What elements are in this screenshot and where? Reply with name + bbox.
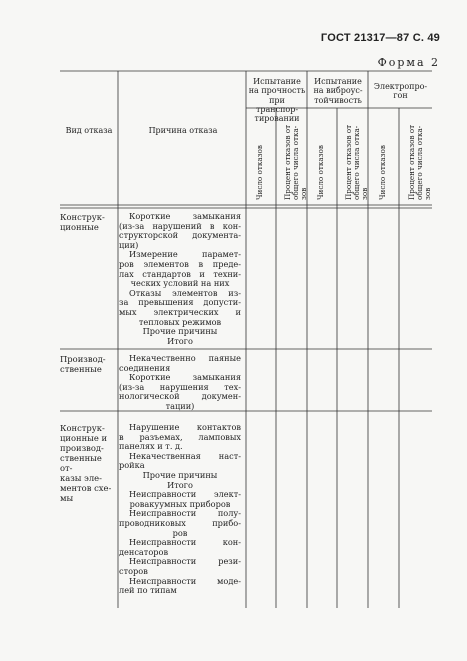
total-design: Итого [167, 335, 193, 346]
kind-production: Производ- ственные [60, 354, 106, 374]
group-burnin-header: Электропро- гон [373, 82, 428, 101]
form-label: Форма 2 [377, 56, 440, 69]
causes-design-production [119, 423, 241, 596]
cause-resistors: Неисправности рези- сторов [119, 556, 241, 576]
group-transport-header: Испытание на прочность при транспор- тировании [248, 77, 306, 124]
kind-design: Конструк- ционные [60, 212, 105, 232]
vibration-percent-header: Процент отказов от общего числа отка- зов [344, 124, 369, 200]
group-vibration-header: Испытание на виброус- тойчивость [313, 77, 363, 105]
causes-production [119, 354, 241, 412]
burnin-count-header: Число отказов [378, 145, 387, 200]
transport-count-header: Число отказов [255, 145, 264, 200]
cause-bad-adjustment: Некачественная наст- ройка [119, 450, 241, 471]
cause-contact-failure: Нарушение контактов в разъемах, ламповых панелях и т. д. [119, 422, 241, 452]
cause-vacuum-devices: Неисправности элект- ровакуумных приборов [129, 489, 241, 509]
cause-other-design: Прочие причины [142, 326, 218, 337]
cause-overload-failures: Отказы элементов из- за превышения допусти- мых электрических и тепловых режимов [119, 287, 241, 327]
total-mixed: Итого [167, 479, 193, 490]
kind-design-production: Конструк- ционные и производ- ственные от- казы эле- ментов схе- мы [60, 423, 112, 503]
cause-short-circuit-process: Короткие замыкания (из-за нарушения тех- нологической докумен- тации) [119, 372, 241, 411]
transport-percent-header: Процент отказов от общего числа отка- зов [283, 124, 308, 200]
cause-other-mixed: Прочие причины [142, 469, 218, 480]
cause-short-circuit-design: Короткие замыкания (из-за нарушений в кон- структорской документа- ции) [119, 211, 241, 250]
burnin-percent-header: Процент отказов от общего числа отка- зов [407, 124, 432, 200]
cause-capacitors: Неисправности кон- денсаторов [119, 537, 241, 557]
cause-models-by-type: Неисправности моде- лей по типам [119, 575, 241, 596]
column-cause-header: Причина отказа [148, 126, 218, 135]
cause-semiconductors: Неисправности полу- проводниковых прибо- ров [119, 508, 241, 538]
vibration-count-header: Число отказов [316, 145, 325, 200]
cause-bad-soldering: Некачественно паяные соединения [119, 353, 241, 373]
causes-design [119, 212, 241, 346]
column-kind-header: Вид отказа [65, 126, 113, 135]
standard-header: ГОСТ 21317—87 С. 49 [320, 32, 440, 44]
cause-parameter-measurement: Измерение парамет- ров элементов в преде- лах стандартов и техни- ческих условий на них [119, 249, 241, 289]
